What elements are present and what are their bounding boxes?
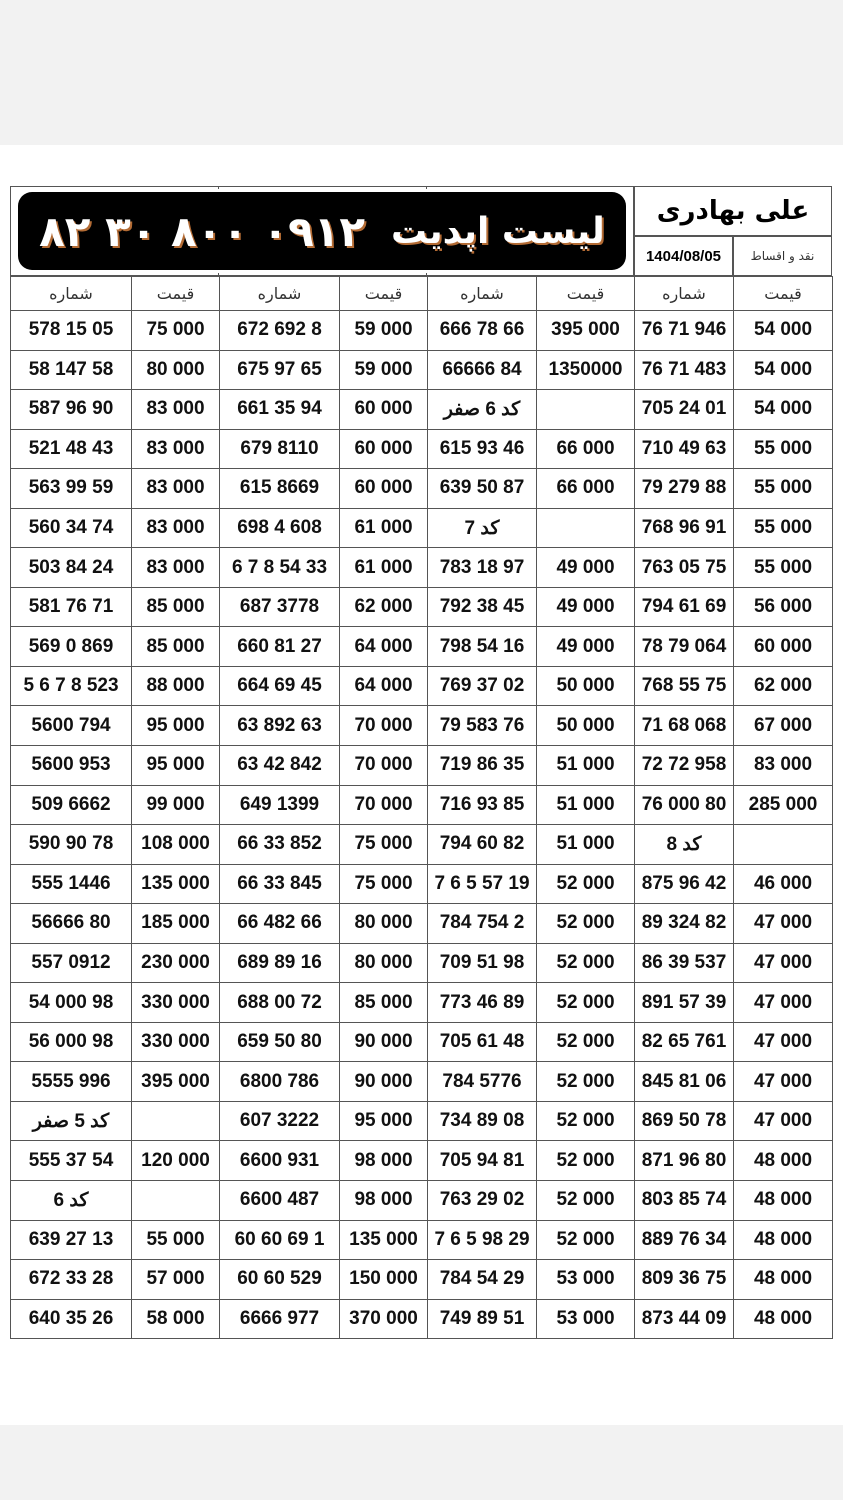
- phone-number-cell: 679 8110: [220, 429, 340, 469]
- phone-number-cell: 89 324 82: [635, 904, 734, 944]
- price-cell: 83 000: [132, 429, 220, 469]
- table-row: [11, 825, 833, 865]
- phone-number-cell: 5555 996: [11, 1062, 132, 1102]
- price-cell: 60 000: [734, 627, 833, 667]
- phone-number-cell: 639 27 13: [11, 1220, 132, 1260]
- phone-number-cell: 719 86 35: [428, 746, 537, 786]
- phone-number-cell: 773 46 89: [428, 983, 537, 1023]
- price-cell: 135 000: [132, 864, 220, 904]
- table-row: [11, 943, 833, 983]
- banner-phone: ۰۹۱۲ ۸۰۰ ۳۰ ۸۲: [39, 206, 366, 256]
- price-cell: 59 000: [340, 350, 428, 390]
- phone-number-cell: 66666 84: [428, 350, 537, 390]
- phone-number-cell: 869 50 78: [635, 1101, 734, 1141]
- phone-number-cell: 7 6 5 98 29: [428, 1220, 537, 1260]
- phone-number-cell: 845 81 06: [635, 1062, 734, 1102]
- phone-number-cell: 889 76 34: [635, 1220, 734, 1260]
- phone-number-cell: 734 89 08: [428, 1101, 537, 1141]
- price-cell: 75 000: [132, 311, 220, 351]
- column-header-number: شماره: [428, 277, 537, 311]
- price-cell: 85 000: [340, 983, 428, 1023]
- phone-number-cell: 875 96 42: [635, 864, 734, 904]
- seller-name: علی بهادری: [634, 186, 832, 236]
- phone-number-cell: 6800 786: [220, 1062, 340, 1102]
- price-cell: 55 000: [734, 469, 833, 509]
- price-cell: 49 000: [537, 587, 635, 627]
- price-cell: 285 000: [734, 785, 833, 825]
- price-cell: 54 000: [734, 311, 833, 351]
- table-header-row: [11, 277, 833, 311]
- phone-number-cell: 66 33 845: [220, 864, 340, 904]
- phone-number-cell: 784 754 2: [428, 904, 537, 944]
- phone-number-cell: 56 000 98: [11, 1022, 132, 1062]
- price-cell: 48 000: [734, 1141, 833, 1181]
- price-cell: 95 000: [132, 746, 220, 786]
- price-cell: 135 000: [340, 1220, 428, 1260]
- column-header-number: شماره: [220, 277, 340, 311]
- price-cell: 51 000: [537, 746, 635, 786]
- price-cell: 70 000: [340, 706, 428, 746]
- price-cell: 57 000: [132, 1260, 220, 1300]
- phone-number-cell: 6600 931: [220, 1141, 340, 1181]
- price-cell: 49 000: [537, 548, 635, 588]
- price-cell: 67 000: [734, 706, 833, 746]
- table-row: [11, 1022, 833, 1062]
- price-cell: 70 000: [340, 746, 428, 786]
- phone-number-cell: 86 39 537: [635, 943, 734, 983]
- phone-number-cell: 661 35 94: [220, 390, 340, 430]
- table-row: [11, 508, 833, 548]
- price-cell: 52 000: [537, 1141, 635, 1181]
- price-cell: 60 000: [340, 429, 428, 469]
- phone-number-cell: 521 48 43: [11, 429, 132, 469]
- price-cell: 48 000: [734, 1260, 833, 1300]
- top-background-band: [0, 0, 843, 145]
- price-cell: 49 000: [537, 627, 635, 667]
- table-row: [11, 864, 833, 904]
- price-cell: 61 000: [340, 548, 428, 588]
- price-cell: 95 000: [340, 1101, 428, 1141]
- phone-number-cell: 60 60 69 1: [220, 1220, 340, 1260]
- phone-number-cell: 783 18 97: [428, 548, 537, 588]
- price-cell: 52 000: [537, 864, 635, 904]
- price-cell: 47 000: [734, 983, 833, 1023]
- table-row: [11, 548, 833, 588]
- phone-number-cell: 689 89 16: [220, 943, 340, 983]
- price-cell: 80 000: [340, 943, 428, 983]
- table-row: [11, 904, 833, 944]
- phone-number-cell: 640 35 26: [11, 1299, 132, 1339]
- phone-number-cell: 763 29 02: [428, 1181, 537, 1221]
- table-row: [11, 706, 833, 746]
- price-cell: 52 000: [537, 983, 635, 1023]
- price-cell: 51 000: [537, 785, 635, 825]
- table-row: [11, 1062, 833, 1102]
- column-header-price: قیمت: [132, 277, 220, 311]
- price-cell: 53 000: [537, 1299, 635, 1339]
- payment-terms: نقد و اقساط: [733, 236, 832, 276]
- price-cell: 66 000: [537, 469, 635, 509]
- price-cell: 46 000: [734, 864, 833, 904]
- phone-number-cell: 664 69 45: [220, 666, 340, 706]
- price-cell: 64 000: [340, 627, 428, 667]
- table-row: [11, 429, 833, 469]
- phone-number-cell: کد 6 صفر: [428, 390, 537, 430]
- phone-number-cell: 698 4 608: [220, 508, 340, 548]
- phone-number-cell: 705 94 81: [428, 1141, 537, 1181]
- price-cell: 185 000: [132, 904, 220, 944]
- price-cell: 64 000: [340, 666, 428, 706]
- phone-number-cell: 58 147 58: [11, 350, 132, 390]
- phone-number-cell: 749 89 51: [428, 1299, 537, 1339]
- price-cell: 59 000: [340, 311, 428, 351]
- phone-number-cell: 6600 487: [220, 1181, 340, 1221]
- price-cell: 83 000: [132, 508, 220, 548]
- price-cell: [734, 825, 833, 865]
- price-cell: 60 000: [340, 469, 428, 509]
- phone-number-cell: 672 692 8: [220, 311, 340, 351]
- price-cell: 52 000: [537, 1022, 635, 1062]
- bottom-background-band: [0, 1425, 843, 1500]
- price-cell: 52 000: [537, 1220, 635, 1260]
- price-table: [10, 276, 833, 1339]
- phone-number-cell: 784 54 29: [428, 1260, 537, 1300]
- phone-number-cell: 78 79 064: [635, 627, 734, 667]
- phone-number-cell: 784 5776: [428, 1062, 537, 1102]
- price-cell: 55 000: [734, 548, 833, 588]
- price-cell: 66 000: [537, 429, 635, 469]
- price-cell: 47 000: [734, 1022, 833, 1062]
- price-cell: 83 000: [132, 469, 220, 509]
- price-cell: 90 000: [340, 1062, 428, 1102]
- table-row: [11, 627, 833, 667]
- table-row: [11, 1260, 833, 1300]
- price-cell: 80 000: [340, 904, 428, 944]
- phone-number-cell: 5600 794: [11, 706, 132, 746]
- price-cell: 75 000: [340, 864, 428, 904]
- phone-number-cell: 675 97 65: [220, 350, 340, 390]
- price-cell: 47 000: [734, 904, 833, 944]
- price-cell: 75 000: [340, 825, 428, 865]
- phone-number-cell: 578 15 05: [11, 311, 132, 351]
- phone-number-cell: 76 71 483: [635, 350, 734, 390]
- phone-number-cell: 66 482 66: [220, 904, 340, 944]
- table-row: [11, 746, 833, 786]
- price-cell: 83 000: [734, 746, 833, 786]
- price-cell: 61 000: [340, 508, 428, 548]
- phone-number-cell: 615 8669: [220, 469, 340, 509]
- phone-number-cell: 891 57 39: [635, 983, 734, 1023]
- price-cell: 230 000: [132, 943, 220, 983]
- phone-number-cell: 639 50 87: [428, 469, 537, 509]
- phone-number-cell: کد 6: [11, 1181, 132, 1221]
- price-cell: 48 000: [734, 1181, 833, 1221]
- price-cell: 48 000: [734, 1299, 833, 1339]
- phone-number-cell: 63 892 63: [220, 706, 340, 746]
- phone-number-cell: 56666 80: [11, 904, 132, 944]
- price-cell: 395 000: [537, 311, 635, 351]
- price-cell: 48 000: [734, 1220, 833, 1260]
- column-header-price: قیمت: [340, 277, 428, 311]
- price-cell: 120 000: [132, 1141, 220, 1181]
- phone-number-cell: 705 24 01: [635, 390, 734, 430]
- price-cell: 60 000: [340, 390, 428, 430]
- phone-number-cell: 6 7 8 54 33: [220, 548, 340, 588]
- phone-number-cell: 659 50 80: [220, 1022, 340, 1062]
- phone-number-cell: 768 55 75: [635, 666, 734, 706]
- price-cell: 83 000: [132, 548, 220, 588]
- phone-number-cell: 560 34 74: [11, 508, 132, 548]
- phone-number-cell: 666 78 66: [428, 311, 537, 351]
- phone-number-cell: 60 60 529: [220, 1260, 340, 1300]
- table-row: [11, 785, 833, 825]
- phone-number-cell: 569 0 869: [11, 627, 132, 667]
- price-cell: 108 000: [132, 825, 220, 865]
- price-cell: 99 000: [132, 785, 220, 825]
- price-cell: 395 000: [132, 1062, 220, 1102]
- price-cell: 62 000: [734, 666, 833, 706]
- phone-number-cell: 688 00 72: [220, 983, 340, 1023]
- phone-number-cell: 63 42 842: [220, 746, 340, 786]
- price-cell: 50 000: [537, 706, 635, 746]
- price-cell: 52 000: [537, 1062, 635, 1102]
- phone-number-cell: 794 60 82: [428, 825, 537, 865]
- price-cell: 55 000: [734, 429, 833, 469]
- table-row: [11, 1181, 833, 1221]
- phone-number-cell: 557 0912: [11, 943, 132, 983]
- price-cell: 70 000: [340, 785, 428, 825]
- phone-number-cell: 5 6 7 8 523: [11, 666, 132, 706]
- price-cell: 53 000: [537, 1260, 635, 1300]
- phone-number-cell: 769 37 02: [428, 666, 537, 706]
- phone-number-cell: 716 93 85: [428, 785, 537, 825]
- phone-number-cell: 794 61 69: [635, 587, 734, 627]
- price-cell: 55 000: [132, 1220, 220, 1260]
- table-body: [11, 311, 833, 1339]
- price-cell: 47 000: [734, 1062, 833, 1102]
- price-cell: 85 000: [132, 627, 220, 667]
- price-cell: 88 000: [132, 666, 220, 706]
- phone-number-cell: 76 000 80: [635, 785, 734, 825]
- phone-number-cell: کد 7: [428, 508, 537, 548]
- price-cell: 56 000: [734, 587, 833, 627]
- phone-number-cell: 607 3222: [220, 1101, 340, 1141]
- phone-number-cell: 768 96 91: [635, 508, 734, 548]
- phone-number-cell: کد 5 صفر: [11, 1101, 132, 1141]
- table-row: [11, 666, 833, 706]
- phone-number-cell: 590 90 78: [11, 825, 132, 865]
- phone-number-cell: 705 61 48: [428, 1022, 537, 1062]
- price-cell: 51 000: [537, 825, 635, 865]
- phone-number-cell: 803 85 74: [635, 1181, 734, 1221]
- banner: [18, 192, 626, 270]
- phone-number-cell: 555 37 54: [11, 1141, 132, 1181]
- phone-number-cell: 79 583 76: [428, 706, 537, 746]
- price-cell: 150 000: [340, 1260, 428, 1300]
- phone-number-cell: 555 1446: [11, 864, 132, 904]
- phone-number-cell: 79 279 88: [635, 469, 734, 509]
- phone-number-cell: 509 6662: [11, 785, 132, 825]
- phone-number-cell: 54 000 98: [11, 983, 132, 1023]
- phone-number-cell: 503 84 24: [11, 548, 132, 588]
- table-row: [11, 1220, 833, 1260]
- price-cell: 95 000: [132, 706, 220, 746]
- price-cell: 47 000: [734, 943, 833, 983]
- price-cell: 83 000: [132, 390, 220, 430]
- column-header-price: قیمت: [734, 277, 833, 311]
- price-cell: 52 000: [537, 1181, 635, 1221]
- table-row: [11, 1141, 833, 1181]
- price-cell: 80 000: [132, 350, 220, 390]
- table-row: [11, 1299, 833, 1339]
- phone-number-cell: 72 72 958: [635, 746, 734, 786]
- price-cell: 330 000: [132, 1022, 220, 1062]
- price-cell: 52 000: [537, 1101, 635, 1141]
- phone-number-cell: 5600 953: [11, 746, 132, 786]
- price-cell: 98 000: [340, 1141, 428, 1181]
- price-cell: 85 000: [132, 587, 220, 627]
- price-cell: 50 000: [537, 666, 635, 706]
- phone-number-cell: 873 44 09: [635, 1299, 734, 1339]
- price-cell: [537, 390, 635, 430]
- phone-number-cell: 66 33 852: [220, 825, 340, 865]
- phone-number-cell: 7 6 5 57 19: [428, 864, 537, 904]
- phone-number-cell: 660 81 27: [220, 627, 340, 667]
- price-cell: 54 000: [734, 350, 833, 390]
- phone-number-cell: 82 65 761: [635, 1022, 734, 1062]
- table-row: [11, 390, 833, 430]
- banner-title: لیست اپدیت: [391, 210, 605, 252]
- phone-number-cell: 649 1399: [220, 785, 340, 825]
- phone-number-cell: 6666 977: [220, 1299, 340, 1339]
- price-cell: 52 000: [537, 904, 635, 944]
- phone-number-cell: 763 05 75: [635, 548, 734, 588]
- phone-number-cell: 71 68 068: [635, 706, 734, 746]
- price-cell: 1350000: [537, 350, 635, 390]
- phone-number-cell: 672 33 28: [11, 1260, 132, 1300]
- table-row: [11, 983, 833, 1023]
- phone-number-cell: 798 54 16: [428, 627, 537, 667]
- table-row: [11, 469, 833, 509]
- price-cell: [132, 1181, 220, 1221]
- list-date: 1404/08/05: [634, 236, 733, 276]
- phone-number-cell: 563 99 59: [11, 469, 132, 509]
- table-row: [11, 350, 833, 390]
- price-cell: 330 000: [132, 983, 220, 1023]
- phone-number-cell: 587 96 90: [11, 390, 132, 430]
- phone-number-cell: 581 76 71: [11, 587, 132, 627]
- phone-number-cell: کد 8: [635, 825, 734, 865]
- price-cell: 98 000: [340, 1181, 428, 1221]
- price-cell: 58 000: [132, 1299, 220, 1339]
- phone-number-cell: 871 96 80: [635, 1141, 734, 1181]
- phone-number-cell: 76 71 946: [635, 311, 734, 351]
- table-row: [11, 587, 833, 627]
- column-header-price: قیمت: [537, 277, 635, 311]
- price-cell: 52 000: [537, 943, 635, 983]
- phone-number-cell: 687 3778: [220, 587, 340, 627]
- phone-number-cell: 809 36 75: [635, 1260, 734, 1300]
- price-cell: 62 000: [340, 587, 428, 627]
- phone-number-cell: 710 49 63: [635, 429, 734, 469]
- table-row: [11, 311, 833, 351]
- phone-number-cell: 792 38 45: [428, 587, 537, 627]
- price-cell: [132, 1101, 220, 1141]
- column-header-number: شماره: [635, 277, 734, 311]
- price-cell: 54 000: [734, 390, 833, 430]
- price-cell: 90 000: [340, 1022, 428, 1062]
- phone-number-cell: 615 93 46: [428, 429, 537, 469]
- phone-number-cell: 709 51 98: [428, 943, 537, 983]
- column-header-number: شماره: [11, 277, 132, 311]
- table-row: [11, 1101, 833, 1141]
- price-cell: 47 000: [734, 1101, 833, 1141]
- price-cell: 55 000: [734, 508, 833, 548]
- price-cell: 370 000: [340, 1299, 428, 1339]
- price-cell: [537, 508, 635, 548]
